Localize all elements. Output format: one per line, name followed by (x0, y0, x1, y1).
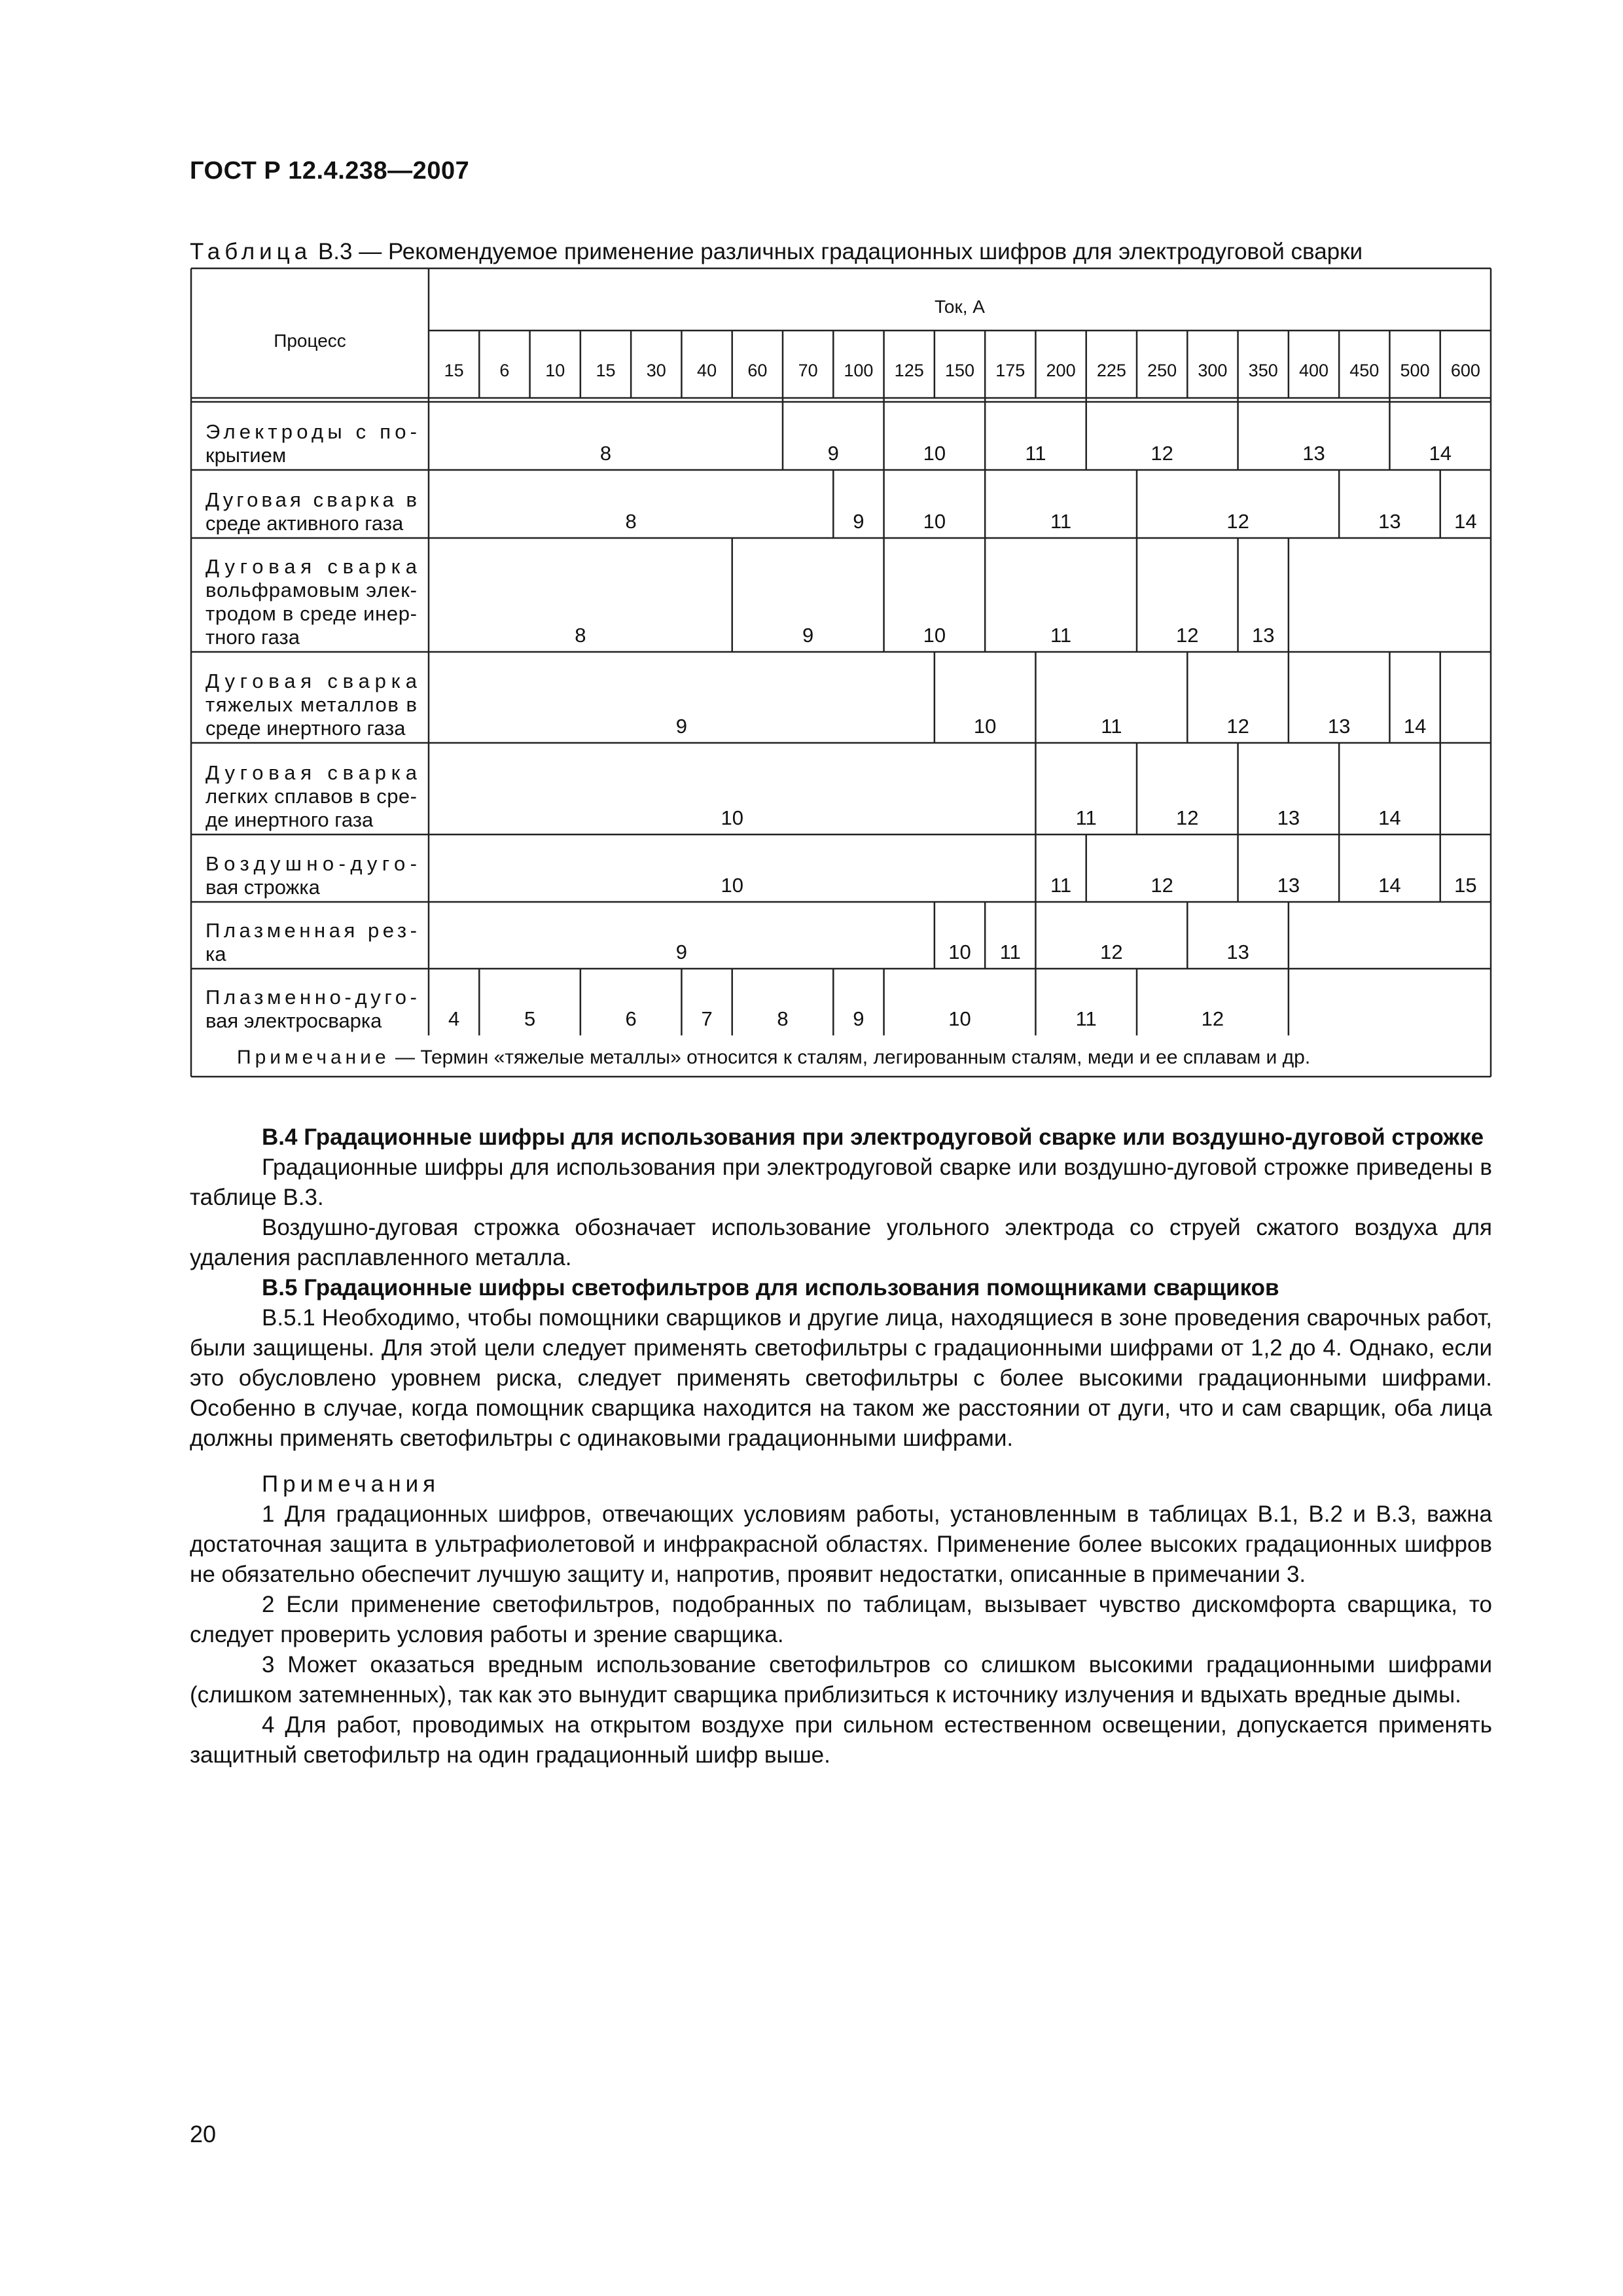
shade-number-cell: 10 (721, 874, 743, 897)
shade-number-cell: 13 (1277, 806, 1300, 829)
row-label-line: среде инертного газа (205, 717, 406, 740)
row-label-line: тродом в среде инер- (205, 602, 417, 625)
shade-number-cell: 4 (448, 1007, 460, 1030)
row-label-line: вольфрамовым элек- (205, 579, 417, 601)
current-header: Ток, А (935, 296, 985, 317)
current-value-5: 40 (697, 361, 717, 380)
shade-number-cell: 9 (675, 941, 688, 963)
current-value-10: 150 (944, 361, 975, 380)
current-value-3: 15 (596, 361, 616, 380)
row-label-line: вая строжка (205, 876, 320, 899)
row-label-line: тяжелых металлов в (205, 693, 417, 716)
row-label-line: Дуговая сварка (205, 670, 417, 692)
shade-number-cell: 11 (1050, 874, 1072, 897)
shade-number-cell: 10 (948, 1007, 971, 1030)
row-label-line: Электроды с по- (205, 420, 417, 443)
process-header: Процесс (274, 331, 346, 351)
row-label-line: Плазменно-дуго- (205, 986, 417, 1009)
table-note-label: Примечание (237, 1047, 390, 1068)
section-b4-paragraph-2: Воздушно-дуговая строжка обозначает использование угольного электрода со струей сжатого воздуха для удаления расплавленного металла. (190, 1215, 1492, 1270)
section-b4-paragraph-1: Градационные шифры для использования при электродуговой сварке или воздушно-дуговой строжке приведены в таблице В.3. (190, 1155, 1492, 1210)
note-3: 3 Может оказаться вредным использование светофильтров со слишком высокими градационными шифрами (слишком затемненных), так как это вынудит сварщика приблизиться к источнику излучения и вдыхать вредные дымы. (190, 1652, 1492, 1708)
row-label-line: Дуговая сварка в (205, 488, 417, 511)
section-b5-heading: В.5 Градационные шифры светофильтров для использования помощниками сварщиков (262, 1275, 1279, 1300)
section-b4-heading: В.4 Градационные шифры для использования при электродуговой сварке или воздушно-дуговой строжке (262, 1124, 1484, 1150)
shade-number-cell: 11 (1025, 442, 1046, 465)
current-value-1: 6 (499, 361, 510, 380)
shade-number-cell: 12 (1226, 715, 1249, 738)
shade-number-cell: 12 (1226, 510, 1249, 533)
row-label-line: де инертного газа (205, 808, 374, 831)
shade-number-cell: 10 (948, 941, 971, 963)
current-value-8: 100 (844, 361, 874, 380)
shade-number-cell: 14 (1378, 874, 1401, 897)
current-value-17: 400 (1298, 361, 1329, 380)
note-2: 2 Если применение светофильтров, подобранных по таблицам, вызывает чувство дискомфорта сварщика, то следует проверить условия работы и зрение сварщика. (190, 1592, 1492, 1647)
shade-number-cell: 11 (1050, 510, 1072, 533)
shade-number-cell: 13 (1302, 442, 1325, 465)
row-label-line: крытием (205, 444, 287, 467)
row-label-line: вая электросварка (205, 1009, 382, 1032)
shade-number-cell: 13 (1251, 624, 1275, 647)
row-label-line: легких сплавов в сре- (205, 785, 417, 808)
current-value-11: 175 (995, 361, 1026, 380)
shade-number-cell: 5 (524, 1007, 536, 1030)
current-value-6: 60 (747, 361, 768, 380)
shade-number-cell: 13 (1277, 874, 1300, 897)
section-b5-paragraph-1: В.5.1 Необходимо, чтобы помощники сварщиков и другие лица, находящиеся в зоне проведения сварочных работ, были защищены. Для этой цели следует применять светофильтры с градационными шифрами от 1,2 до 4. Однако, если это обусловлено уровнем риска, следует применять светофильтры с более высокими градационными шифрами. Особенно в случае, когда помощник сварщика находится на таком же расстоянии от дуги, что и сам сварщик, оба лица должны применять светофильтры с одинаковыми градационными шифрами. (190, 1305, 1492, 1451)
shade-number-cell: 14 (1454, 510, 1477, 533)
shade-number-cell: 9 (827, 442, 839, 465)
shade-number-cell: 11 (1101, 715, 1122, 738)
shade-number-cell: 9 (802, 624, 814, 647)
current-value-19: 500 (1400, 361, 1430, 380)
row-label-line: Дуговая сварка (205, 761, 417, 784)
shade-number-cell: 14 (1403, 715, 1427, 738)
shade-number-cell: 12 (1176, 806, 1199, 829)
shade-number-cell: 9 (853, 1007, 865, 1030)
current-value-20: 600 (1450, 361, 1480, 380)
shade-number-cell: 13 (1378, 510, 1401, 533)
shade-number-cell: 8 (599, 442, 612, 465)
note-1: 1 Для градационных шифров, отвечающих условиям работы, установленным в таблицах В.1, В.2 и В.3, важна достаточная защита в ультрафиолетовой и инфракрасной областях. Применение более высоких градационных шифров не обязательно обеспечит лучшую защиту и, напротив, проявит недостатки, описанные в примечании 3. (190, 1501, 1492, 1587)
table-note-text: — Термин «тяжелые металлы» относится к сталям, легированным сталям, меди и ее сплавам и др. (389, 1047, 1311, 1068)
row-label-line: тного газа (205, 626, 300, 649)
shade-number-cell: 10 (923, 624, 946, 647)
shade-number-cell: 11 (1075, 1007, 1097, 1030)
current-value-16: 350 (1248, 361, 1278, 380)
current-value-2: 10 (545, 361, 565, 380)
table-note (237, 1047, 1310, 1068)
shade-number-cell: 8 (777, 1007, 789, 1030)
document-code-header: ГОСТ Р 12.4.238—2007 (190, 157, 470, 185)
current-value-0: 15 (444, 361, 464, 380)
notes-label: Примечания (262, 1471, 440, 1497)
table-caption-text: В.3 — Рекомендуемое применение различных градационных шифров для электродуговой сварки (312, 239, 1363, 264)
page-number: 20 (190, 2121, 217, 2147)
row-label-line: Дуговая сварка (205, 555, 417, 578)
row-label-line: среде активного газа (205, 512, 404, 535)
shade-number-cell: 12 (1150, 874, 1173, 897)
current-value-15: 300 (1198, 361, 1228, 380)
shade-number-table (0, 0, 1623, 1113)
shade-number-cell: 12 (1100, 941, 1123, 963)
shade-number-cell: 13 (1226, 941, 1249, 963)
shade-number-cell: 13 (1327, 715, 1351, 738)
shade-number-cell: 14 (1429, 442, 1452, 465)
shade-number-cell: 12 (1176, 624, 1199, 647)
shade-number-cell: 9 (853, 510, 865, 533)
shade-number-cell: 10 (973, 715, 997, 738)
current-value-18: 450 (1349, 361, 1380, 380)
note-4: 4 Для работ, проводимых на открытом воздухе при сильном естественном освещении, допускается применять защитный светофильтр на один градационный шифр выше. (190, 1712, 1492, 1768)
row-label-line: Плазменная рез- (205, 919, 417, 942)
shade-number-cell: 12 (1201, 1007, 1224, 1030)
shade-number-cell: 8 (625, 510, 637, 533)
current-value-9: 125 (894, 361, 924, 380)
shade-number-cell: 11 (1075, 806, 1097, 829)
table-caption-label: Таблица (190, 239, 312, 264)
current-value-13: 225 (1096, 361, 1126, 380)
shade-number-cell: 10 (923, 442, 946, 465)
shade-number-cell: 9 (675, 715, 688, 738)
row-label-line: ка (205, 942, 226, 965)
shade-number-cell: 14 (1378, 806, 1401, 829)
shade-number-cell: 10 (923, 510, 946, 533)
current-value-12: 200 (1046, 361, 1076, 380)
current-value-14: 250 (1147, 361, 1177, 380)
shade-number-cell: 8 (575, 624, 586, 647)
shade-number-cell: 11 (999, 941, 1021, 963)
shade-number-cell: 10 (721, 806, 743, 829)
shade-number-cell: 15 (1454, 874, 1477, 897)
shade-number-cell: 6 (625, 1007, 637, 1030)
current-value-4: 30 (646, 361, 666, 380)
body-text (190, 1122, 1492, 1770)
shade-number-cell: 7 (701, 1007, 713, 1030)
shade-number-cell: 11 (1050, 624, 1072, 647)
current-value-7: 70 (798, 361, 818, 380)
shade-number-cell: 12 (1150, 442, 1173, 465)
row-label-line: Воздушно-дуго- (205, 852, 417, 875)
